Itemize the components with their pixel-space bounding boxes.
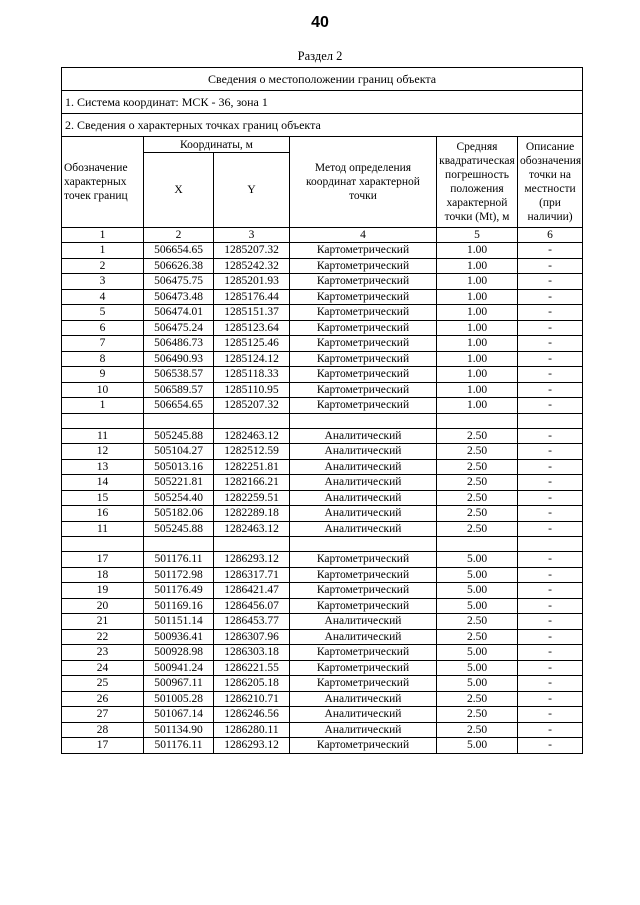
coord-y: 1282259.51: [214, 490, 290, 506]
table-row: [62, 289, 583, 305]
method: Аналитический: [290, 428, 437, 444]
point-id: 13: [62, 459, 144, 475]
error: 2.50: [437, 506, 518, 522]
error: 5.00: [437, 660, 518, 676]
point-id: 11: [62, 521, 144, 537]
description: -: [518, 567, 583, 583]
method: Картометрический: [290, 351, 437, 367]
error: 1.00: [437, 305, 518, 321]
coord-x: 505245.88: [144, 521, 214, 537]
group-separator-row: [62, 413, 583, 428]
table-row: [62, 629, 583, 645]
coord-x: 506486.73: [144, 336, 214, 352]
error: 5.00: [437, 645, 518, 661]
error: 1.00: [437, 274, 518, 290]
method: Картометрический: [290, 660, 437, 676]
point-id: 23: [62, 645, 144, 661]
description: -: [518, 598, 583, 614]
coord-x: 505221.81: [144, 475, 214, 491]
point-id: 3: [62, 274, 144, 290]
table-row: [62, 738, 583, 754]
coordinate-system-line: 1. Система координат: МСК - 36, зона 1: [62, 91, 583, 114]
coord-y: 1282289.18: [214, 506, 290, 522]
coord-y: 1285151.37: [214, 305, 290, 321]
coord-x: 506654.65: [144, 398, 214, 414]
empty-cell: [144, 413, 214, 428]
coord-y: 1285118.33: [214, 367, 290, 383]
table-row: [62, 645, 583, 661]
method: Картометрический: [290, 289, 437, 305]
method: Картометрический: [290, 645, 437, 661]
coord-y: 1286280.11: [214, 722, 290, 738]
point-id: 2: [62, 258, 144, 274]
description: -: [518, 552, 583, 568]
coord-x: 500941.24: [144, 660, 214, 676]
coord-y: 1286303.18: [214, 645, 290, 661]
empty-cell: [144, 537, 214, 552]
column-number: 5: [437, 228, 518, 243]
table-row: [62, 691, 583, 707]
point-id: 11: [62, 428, 144, 444]
table-row: [62, 398, 583, 414]
error: 1.00: [437, 243, 518, 259]
description: -: [518, 660, 583, 676]
description: -: [518, 738, 583, 754]
column-number: 1: [62, 228, 144, 243]
table-title: Сведения о местоположении границ объекта: [62, 68, 583, 91]
table-row: [62, 506, 583, 522]
coord-y: 1285201.93: [214, 274, 290, 290]
column-number: 4: [290, 228, 437, 243]
coord-y: 1285110.95: [214, 382, 290, 398]
boundary-points-table: [61, 67, 583, 754]
description: -: [518, 367, 583, 383]
table-row: [62, 320, 583, 336]
method: Картометрический: [290, 583, 437, 599]
error: 1.00: [437, 351, 518, 367]
table-row: [62, 676, 583, 692]
empty-cell: [214, 413, 290, 428]
description: -: [518, 614, 583, 630]
table-row: [62, 336, 583, 352]
method: Аналитический: [290, 629, 437, 645]
coord-x: 501169.16: [144, 598, 214, 614]
error: 1.00: [437, 367, 518, 383]
description: -: [518, 506, 583, 522]
coord-x: 501151.14: [144, 614, 214, 630]
empty-cell: [62, 537, 144, 552]
coord-x: 500936.41: [144, 629, 214, 645]
point-id: 9: [62, 367, 144, 383]
description: -: [518, 475, 583, 491]
empty-cell: [437, 413, 518, 428]
column-number: 2: [144, 228, 214, 243]
coord-x: 506490.93: [144, 351, 214, 367]
table-row: [62, 475, 583, 491]
point-id: 1: [62, 243, 144, 259]
method: Аналитический: [290, 691, 437, 707]
description: -: [518, 305, 583, 321]
empty-cell: [518, 413, 583, 428]
description: -: [518, 336, 583, 352]
description: -: [518, 722, 583, 738]
table-row: [62, 305, 583, 321]
coord-y: 1285242.32: [214, 258, 290, 274]
method: Картометрический: [290, 398, 437, 414]
description: -: [518, 428, 583, 444]
description: -: [518, 351, 583, 367]
coord-x: 501172.98: [144, 567, 214, 583]
method: Картометрический: [290, 367, 437, 383]
table-row: [62, 707, 583, 723]
method: Картометрический: [290, 258, 437, 274]
empty-cell: [214, 537, 290, 552]
method: Аналитический: [290, 707, 437, 723]
coord-x: 505182.06: [144, 506, 214, 522]
coord-y: 1286293.12: [214, 738, 290, 754]
table-row: [62, 567, 583, 583]
table-row: [62, 490, 583, 506]
coord-y: 1286205.18: [214, 676, 290, 692]
error: 5.00: [437, 583, 518, 599]
error: 2.50: [437, 691, 518, 707]
table-row: [62, 614, 583, 630]
section-title: Раздел 2: [297, 49, 343, 63]
point-id: 20: [62, 598, 144, 614]
error: 5.00: [437, 567, 518, 583]
point-id: 17: [62, 552, 144, 568]
table-row: [62, 552, 583, 568]
coord-y: 1285124.12: [214, 351, 290, 367]
method: Аналитический: [290, 521, 437, 537]
description: -: [518, 490, 583, 506]
error: 2.50: [437, 722, 518, 738]
coord-y: 1282166.21: [214, 475, 290, 491]
point-id: 17: [62, 738, 144, 754]
description: -: [518, 459, 583, 475]
error: 5.00: [437, 738, 518, 754]
table-row: [62, 583, 583, 599]
point-id: 8: [62, 351, 144, 367]
coord-x: 506589.57: [144, 382, 214, 398]
coord-x: 505104.27: [144, 444, 214, 460]
page-number: 40: [311, 14, 329, 31]
method: Картометрический: [290, 676, 437, 692]
coord-y: 1286221.55: [214, 660, 290, 676]
point-id: 21: [62, 614, 144, 630]
error: 2.50: [437, 614, 518, 630]
coord-x: 500967.11: [144, 676, 214, 692]
coord-y: 1286317.71: [214, 567, 290, 583]
point-id: 24: [62, 660, 144, 676]
method: Картометрический: [290, 274, 437, 290]
method: Аналитический: [290, 490, 437, 506]
coord-y: 1286456.07: [214, 598, 290, 614]
empty-cell: [290, 537, 437, 552]
table-row: [62, 367, 583, 383]
empty-cell: [62, 413, 144, 428]
method: Аналитический: [290, 614, 437, 630]
coord-x: 506654.65: [144, 243, 214, 259]
table-row: [62, 243, 583, 259]
description: -: [518, 258, 583, 274]
coord-y: 1282463.12: [214, 521, 290, 537]
coord-x: 505254.40: [144, 490, 214, 506]
description: -: [518, 243, 583, 259]
coord-x: 501176.49: [144, 583, 214, 599]
coord-x: 501134.90: [144, 722, 214, 738]
point-id: 15: [62, 490, 144, 506]
empty-cell: [518, 537, 583, 552]
method: Картометрический: [290, 243, 437, 259]
empty-cell: [290, 413, 437, 428]
coord-y: 1286210.71: [214, 691, 290, 707]
error: 2.50: [437, 521, 518, 537]
error: 1.00: [437, 320, 518, 336]
point-id: 18: [62, 567, 144, 583]
method: Аналитический: [290, 444, 437, 460]
error: 1.00: [437, 289, 518, 305]
header-x: X: [144, 153, 214, 228]
coord-y: 1285207.32: [214, 243, 290, 259]
description: -: [518, 521, 583, 537]
method: Аналитический: [290, 506, 437, 522]
table-row: [62, 660, 583, 676]
method: Аналитический: [290, 475, 437, 491]
table-row: [62, 598, 583, 614]
table-row: [62, 351, 583, 367]
coord-x: 501005.28: [144, 691, 214, 707]
description: -: [518, 645, 583, 661]
coord-x: 506538.57: [144, 367, 214, 383]
table-row: [62, 258, 583, 274]
coord-y: 1286246.56: [214, 707, 290, 723]
error: 1.00: [437, 258, 518, 274]
error: 2.50: [437, 490, 518, 506]
description: -: [518, 629, 583, 645]
method: Аналитический: [290, 459, 437, 475]
empty-cell: [437, 537, 518, 552]
header-error: Средняя квадратическая погрешность положения характерной точки (Mt), м: [437, 137, 518, 228]
error: 2.50: [437, 444, 518, 460]
point-id: 27: [62, 707, 144, 723]
coord-x: 506626.38: [144, 258, 214, 274]
error: 1.00: [437, 382, 518, 398]
coord-x: 501176.11: [144, 552, 214, 568]
table-row: [62, 521, 583, 537]
header-description: Описание обозначения точки на местности (при наличии): [518, 137, 583, 228]
error: 1.00: [437, 398, 518, 414]
description: -: [518, 676, 583, 692]
column-number-row: [62, 228, 583, 243]
coord-y: 1286421.47: [214, 583, 290, 599]
coord-x: 500928.98: [144, 645, 214, 661]
table-row: [62, 722, 583, 738]
table-row: [62, 444, 583, 460]
error: 5.00: [437, 598, 518, 614]
coord-y: 1282463.12: [214, 428, 290, 444]
description: -: [518, 289, 583, 305]
description: -: [518, 707, 583, 723]
error: 2.50: [437, 428, 518, 444]
description: -: [518, 382, 583, 398]
method: Картометрический: [290, 567, 437, 583]
point-id: 16: [62, 506, 144, 522]
point-id: 19: [62, 583, 144, 599]
point-id: 4: [62, 289, 144, 305]
column-number: 6: [518, 228, 583, 243]
point-id: 28: [62, 722, 144, 738]
method: Картометрический: [290, 305, 437, 321]
table-row: [62, 428, 583, 444]
description: -: [518, 398, 583, 414]
coord-y: 1282251.81: [214, 459, 290, 475]
error: 2.50: [437, 475, 518, 491]
point-id: 14: [62, 475, 144, 491]
column-number: 3: [214, 228, 290, 243]
method: Аналитический: [290, 722, 437, 738]
coord-y: 1286453.77: [214, 614, 290, 630]
error: 2.50: [437, 629, 518, 645]
point-id: 12: [62, 444, 144, 460]
method: Картометрический: [290, 336, 437, 352]
description: -: [518, 320, 583, 336]
error: 2.50: [437, 707, 518, 723]
description: -: [518, 274, 583, 290]
method: Картометрический: [290, 738, 437, 754]
point-id: 25: [62, 676, 144, 692]
coord-x: 501067.14: [144, 707, 214, 723]
coord-x: 505013.16: [144, 459, 214, 475]
table-row: [62, 459, 583, 475]
coord-y: 1285123.64: [214, 320, 290, 336]
coord-x: 501176.11: [144, 738, 214, 754]
method: Картометрический: [290, 320, 437, 336]
header-coords: Координаты, м: [144, 137, 290, 153]
coord-y: 1285207.32: [214, 398, 290, 414]
coord-y: 1282512.59: [214, 444, 290, 460]
point-id: 1: [62, 398, 144, 414]
description: -: [518, 444, 583, 460]
coord-x: 506475.75: [144, 274, 214, 290]
point-id: 6: [62, 320, 144, 336]
point-id: 10: [62, 382, 144, 398]
points-section-line: 2. Сведения о характерных точках границ объекта: [62, 114, 583, 137]
method: Картометрический: [290, 598, 437, 614]
description: -: [518, 691, 583, 707]
header-y: Y: [214, 153, 290, 228]
header-method: Метод определения координат характерной точки: [290, 137, 437, 228]
group-separator-row: [62, 537, 583, 552]
method: Картометрический: [290, 552, 437, 568]
description: -: [518, 583, 583, 599]
coord-x: 505245.88: [144, 428, 214, 444]
point-id: 7: [62, 336, 144, 352]
coord-y: 1285176.44: [214, 289, 290, 305]
coord-y: 1286293.12: [214, 552, 290, 568]
table-row: [62, 382, 583, 398]
point-id: 26: [62, 691, 144, 707]
point-id: 22: [62, 629, 144, 645]
error: 1.00: [437, 336, 518, 352]
coord-y: 1285125.46: [214, 336, 290, 352]
coord-x: 506474.01: [144, 305, 214, 321]
table-row: [62, 274, 583, 290]
coord-y: 1286307.96: [214, 629, 290, 645]
point-id: 5: [62, 305, 144, 321]
error: 5.00: [437, 676, 518, 692]
error: 5.00: [437, 552, 518, 568]
coord-x: 506475.24: [144, 320, 214, 336]
header-point: Обозначение характерных точек границ: [62, 137, 144, 228]
method: Картометрический: [290, 382, 437, 398]
coord-x: 506473.48: [144, 289, 214, 305]
error: 2.50: [437, 459, 518, 475]
